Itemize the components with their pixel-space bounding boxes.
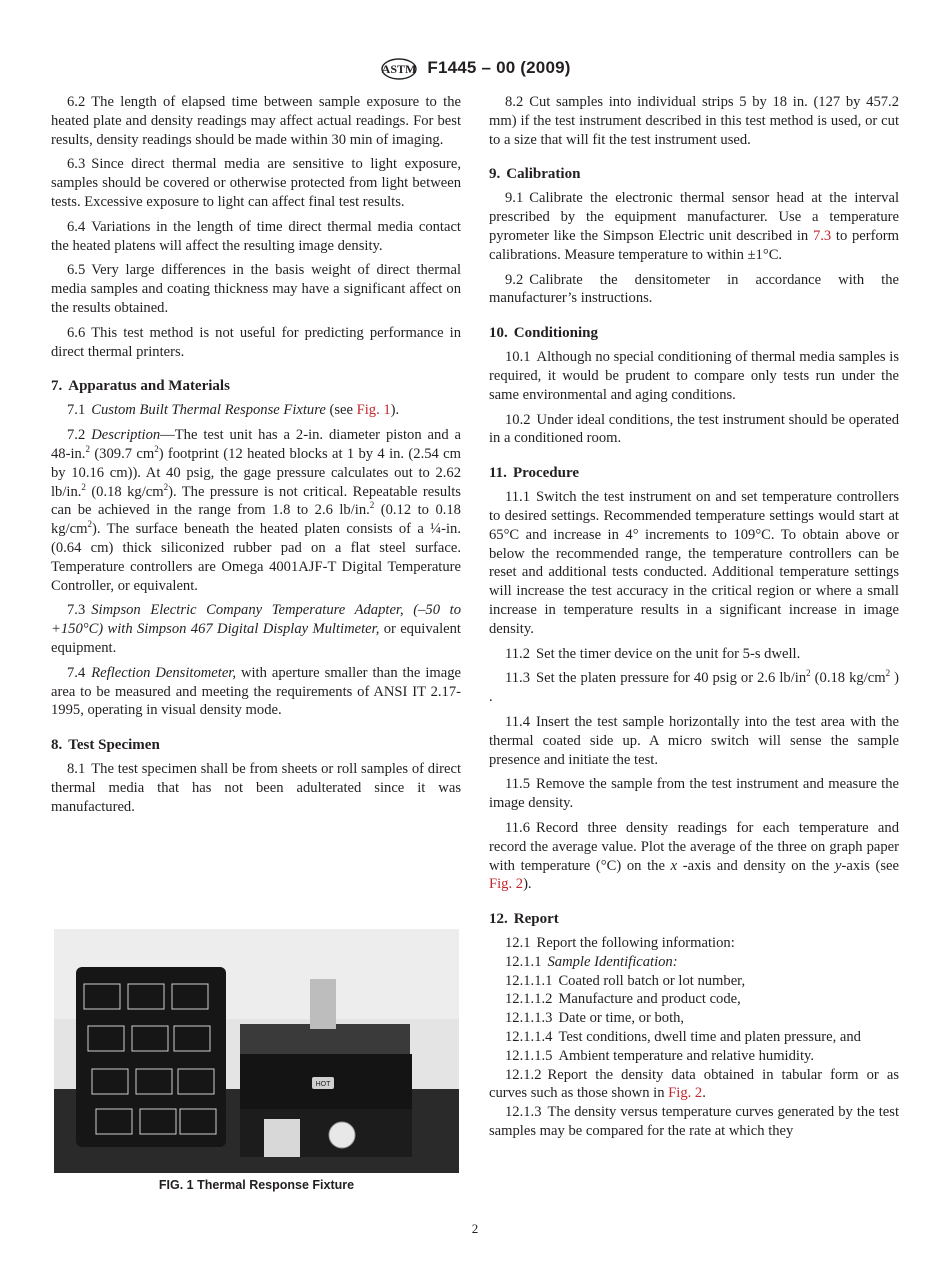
- paragraph-6-2: 6.2 The length of elapsed time between sample exposure to the heated plate and density readings may affect actual readings. For best results, density readings should be made within 30 min of imaging.: [51, 94, 461, 148]
- list-item-12-1-1-3: 12.1.1.3 Date or time, or both,: [505, 1010, 685, 1027]
- paragraph-8-1: 8.1 The test specimen shall be from sheets or roll samples of direct thermal media that has not been adulterated since it was manufactured.: [51, 761, 461, 815]
- page-number: 2: [471, 1221, 479, 1236]
- page-header: [0, 54, 950, 82]
- right-column: [489, 93, 899, 1141]
- link-fig-1[interactable]: Fig. 1: [356, 402, 391, 419]
- list-item-12-1-1-4: 12.1.1.4 Test conditions, dwell time and platen pressure, and: [505, 1029, 861, 1046]
- list-item-12-1-1-2: 12.1.1.2 Manufacture and product code,: [505, 991, 741, 1008]
- paragraph-9-1: 9.1 Calibrate the electronic thermal sensor head at the interval prescribed by the equipment manufacturer. Use a temperature pyrometer like the Simpson Electric unit described in 7.3 to perform calibrations. Measure temperature to within ±1°C.: [489, 190, 899, 263]
- paragraph-7-1: 7.1 Custom Built Thermal Response Fixture (see Fig. 1).: [67, 402, 400, 419]
- paragraph-10-1: 10.1 Although no special conditioning of thermal media samples is required, it would be prudent to compare only tests run under the same environmental and aging conditions.: [489, 349, 899, 403]
- paragraph-11-4: 11.4 Insert the test sample horizontally into the test area with the thermal coated side up. A micro switch will sense the sample presence and initiate the test.: [489, 713, 899, 768]
- paragraph-11-1: 11.1 Switch the test instrument on and set temperature controllers to desired settings. Recommended temperature settings would start at 65°C and increase in 4° increments to 109°C. To obtain above or below the recommended range, the temperature controllers can be reset and additional tests conducted. Additional temperature settings will increase the test accuracy in the critical region or where a small increase in temperature results in a significant increase in image density.: [489, 489, 899, 637]
- document-id: F1445 – 00 (2009): [427, 58, 571, 77]
- section-heading-12: 12. Report: [489, 911, 559, 928]
- link-fig-2[interactable]: Fig. 2: [489, 876, 524, 893]
- section-heading-9: 9. Calibration: [489, 166, 581, 183]
- paragraph-9-2: 9.2 Calibrate the densitometer in accordance with the manufacturer’s instructions.: [489, 271, 899, 307]
- section-heading-7: 7. Apparatus and Materials: [51, 378, 230, 395]
- figure-1-caption: FIG. 1 Thermal Response Fixture: [158, 1178, 355, 1192]
- paragraph-11-2: 11.2 Set the timer device on the unit for 5-s dwell.: [505, 645, 801, 662]
- list-item-12-1-1-5: 12.1.1.5 Ambient temperature and relative humidity.: [505, 1047, 815, 1064]
- svg-text:HOT: HOT: [315, 1081, 331, 1088]
- link-section-7-3[interactable]: 7.3: [812, 227, 832, 244]
- paragraph-12-1: 12.1 Report the following information:: [505, 935, 735, 952]
- paragraph-12-1-3: 12.1.3 The density versus temperature curves generated by the test samples may be compared for the rate at which they: [489, 1104, 899, 1140]
- list-item-12-1-1-1: 12.1.1.1 Coated roll batch or lot number,: [505, 972, 746, 989]
- section-heading-11: 11. Procedure: [489, 465, 580, 482]
- paragraph-8-2: 8.2 Cut samples into individual strips 5 by 18 in. (127 by 457.2 mm) if the test instrument described in this test method is used, or cut to a size that will fit the test instrument used.: [489, 94, 899, 148]
- paragraph-7-4: 7.4 Reflection Densitometer, with aperture smaller than the image area to be measured and meeting the requirements of ANSI IT 2.17-1995, operating in visual density mode.: [51, 664, 461, 719]
- paragraph-7-2: 7.2 Description—The test unit has a 2-in. diameter piston and a 48-in.$^2$ (309.7 $cm^2$) footprint (12 heated blocks at 1 by 4 in. (2.54 cm by 10.16 cm)). At 40 psig, the gage pressure calculates out to 2.62 lb/in.$^2$ (0.18 $kg/cm^2$). The pressure is not critical. Repeatable results can be achieved in the range from 1.8 to 2.6 lb/in.$^2$ (0.12 to 0.18 $kg/cm^2$). The surface beneath the heated platen consists of a ¼-in. (0.64 cm) thick siliconized rubber pad on a flat steel surface. Temperature controllers are Omega 4001AJF-T Digital Temperature Controller, or equivalent.: [51, 427, 461, 594]
- figure-1-photo: [54, 929, 459, 1173]
- paragraph-10-2: 10.2 Under ideal conditions, the test instrument should be operated in a conditioned room.: [489, 411, 899, 447]
- section-heading-10: 10. Conditioning: [489, 325, 598, 342]
- paragraph-6-4: 6.4 Variations in the length of time direct thermal media contact the heated platens will affect the resulting image density.: [51, 218, 461, 254]
- thermal-response-fixture-image: [54, 929, 459, 1173]
- paragraph-11-5: 11.5 Remove the sample from the test instrument and measure the image density.: [489, 776, 899, 812]
- paragraph-6-3: 6.3 Since direct thermal media are sensitive to light exposure, samples should be covered or otherwise protected from light between tests. Excessive exposure to light can affect final test results.: [51, 156, 461, 210]
- section-heading-8: 8. Test Specimen: [51, 737, 160, 754]
- paragraph-11-6: 11.6 Record three density readings for each temperature and record the average value. Plot the average of the three on graph paper with temperature (°C) on the x -axis and density on the y-axis (see Fig. 2).: [489, 819, 899, 893]
- svg-text:ASTM: ASTM: [382, 62, 417, 76]
- left-column: [51, 93, 461, 823]
- paragraph-12-1-2: 12.1.2 Report the density data obtained in tabular form or as curves such as those shown in Fig. 2.: [489, 1066, 899, 1102]
- link-fig-2-report[interactable]: Fig. 2: [668, 1085, 703, 1102]
- paragraph-12-1-1: 12.1.1 Sample Identification:: [505, 953, 678, 970]
- paragraph-6-5: 6.5 Very large differences in the basis weight of direct thermal media samples and coating thickness may have a significant affect on the results obtained.: [51, 262, 461, 316]
- paragraph-6-6: 6.6 This test method is not useful for predicting performance in direct thermal printers.: [51, 324, 461, 360]
- paragraph-7-3: 7.3 Simpson Electric Company Temperature Adapter, (–50 to +150°C) with Simpson 467 Digital Display Multimeter, or equivalent equipment.: [51, 602, 461, 656]
- astm-logo-icon: [379, 54, 419, 82]
- paragraph-11-3: 11.3 Set the platen pressure for 40 psig or 2.6 $lb/in^2$ (0.18 $kg/cm^2$ ) .: [489, 668, 899, 706]
